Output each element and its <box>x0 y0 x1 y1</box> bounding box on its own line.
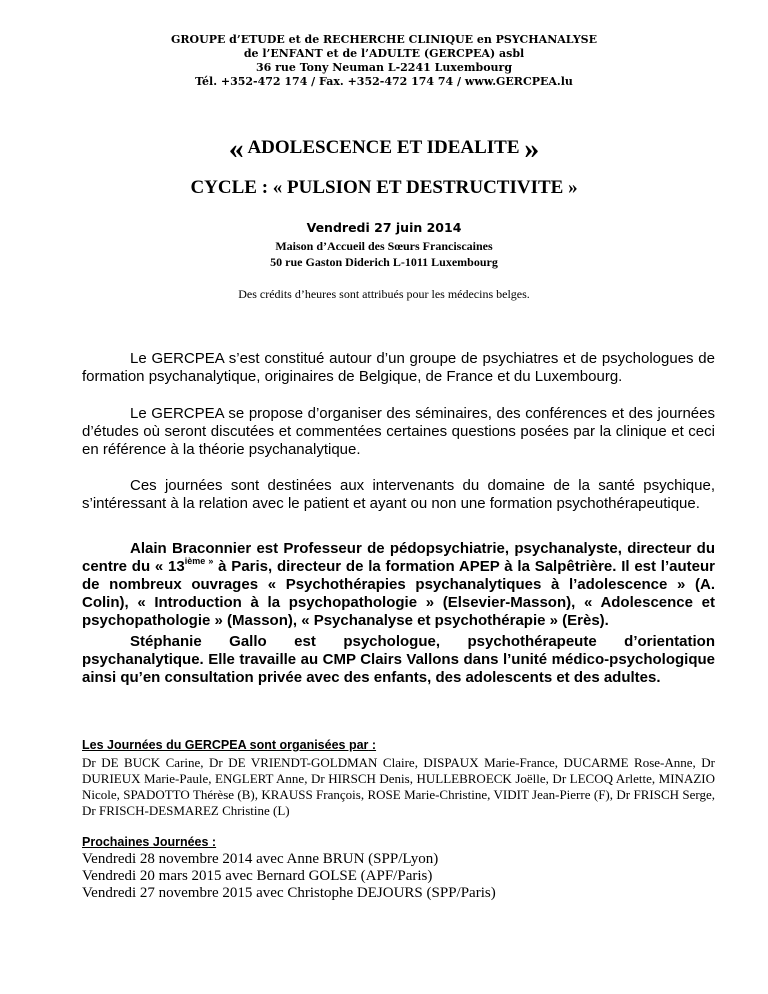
header-organization-sub: de l’ENFANT et de l’ADULTE (GERCPEA) asbl <box>243 47 525 60</box>
intro-paragraph-2: Le GERCPEA se propose d’organiser des séminaires, des conférences et des journées d’études où seront discutées et commentées certaines questions posées par la clinique et ceci en référence à la théorie psychanalytique. <box>82 405 715 458</box>
event-date: Vendredi 27 juin 2014 <box>306 220 462 235</box>
header-organization: GROUPE d’ETUDE et de RECHERCHE CLINIQUE en PSYCHANALYSE <box>170 33 598 46</box>
document-title <box>0 132 768 166</box>
next-days-heading <box>82 835 216 849</box>
event-venue-name: Maison d’Accueil des Sœurs Franciscaines <box>275 239 493 253</box>
speaker-braconnier-bio <box>82 540 715 630</box>
organizers-heading-colon: : <box>368 738 377 752</box>
intro-paragraph-1: Le GERCPEA s’est constitué autour d’un groupe de psychiatres et de psychologues de formation psychanalytique, originaires de Belgique, de France et du Luxembourg. <box>82 350 715 385</box>
title-open-quote: « <box>228 132 244 165</box>
title-close-quote: » <box>524 132 540 165</box>
header-contact: Tél. +352-472 174 / Fax. +352-472 174 74 / www.GERCPEA.lu <box>195 75 573 88</box>
next-day-item: Vendredi 27 novembre 2015 avec Christophe DEJOURS (SPP/Paris) <box>82 885 496 901</box>
title-text: ADOLESCENCE ET IDEALITE <box>247 137 520 158</box>
next-days-heading-colon: : <box>208 835 217 849</box>
braconnier-bio-superscript: ième » <box>184 556 214 566</box>
credits-note: Des crédits d’heures sont attribués pour les médecins belges. <box>238 287 530 301</box>
organizers-heading <box>82 738 376 752</box>
event-venue-address: 50 rue Gaston Diderich L-1011 Luxembourg <box>270 255 498 269</box>
organizers-heading-text: Les Journées du GERCPEA sont organisées par <box>82 738 369 752</box>
braconnier-bio-part1: Alain Braconnier est Professeur de pédopsychiatrie, psychanalyste, directeur du centre du « 13 <box>82 540 715 575</box>
speaker-gallo-bio: Stéphanie Gallo est psychologue, psychothérapeute d’orientation psychanalytique. Elle travaille au CMP Clairs Vallons dans l’unité médico-psychologique ainsi qu’en consultation privée avec des enfants, des adolescents et des adultes. <box>82 633 715 686</box>
next-day-item: Vendredi 20 mars 2015 avec Bernard GOLSE (APF/Paris) <box>82 868 433 884</box>
organizers-list: Dr DE BUCK Carine, Dr DE VRIENDT-GOLDMAN Claire, DISPAUX Marie-France, DUCARME Rose-Anne, Dr DURIEUX Marie-Paule, ENGLERT Anne, Dr HIRSCH Denis, HULLEBROECK Joëlle, Dr LECOQ Arlette, MINAZIO Nicole, SPADOTTO Thérèse (B), KRAUSS François, ROSE Marie-Christine, VIDIT Jean-Pierre (F), Dr FRISCH Serge, Dr FRISCH-DESMAREZ Christine (L) <box>82 755 715 818</box>
next-day-item: Vendredi 28 novembre 2014 avec Anne BRUN (SPP/Lyon) <box>82 851 439 867</box>
cycle-title: CYCLE : « PULSION ET DESTRUCTIVITE » <box>190 177 578 198</box>
next-days-heading-text: Prochaines Journées <box>82 835 209 849</box>
header-address: 36 rue Tony Neuman L-2241 Luxembourg <box>255 61 513 74</box>
braconnier-bio-part2: à Paris, directeur de la formation APEP à la Salpêtrière. Il est l’auteur de nombreux ouvrages « Psychothérapies psychanalytiques à l’adolescence » (A. Colin), « Introduction à la psychopathologie » (Elsevier-Masson), « Adolescence et psychopathologie » (Masson), « Psychanalyse et psychothérapie » (Erès). <box>82 558 715 629</box>
intro-paragraph-3: Ces journées sont destinées aux intervenants du domaine de la santé psychique, s’intéressant à la relation avec le patient et ayant ou non une formation psychothérapeutique. <box>82 477 715 512</box>
